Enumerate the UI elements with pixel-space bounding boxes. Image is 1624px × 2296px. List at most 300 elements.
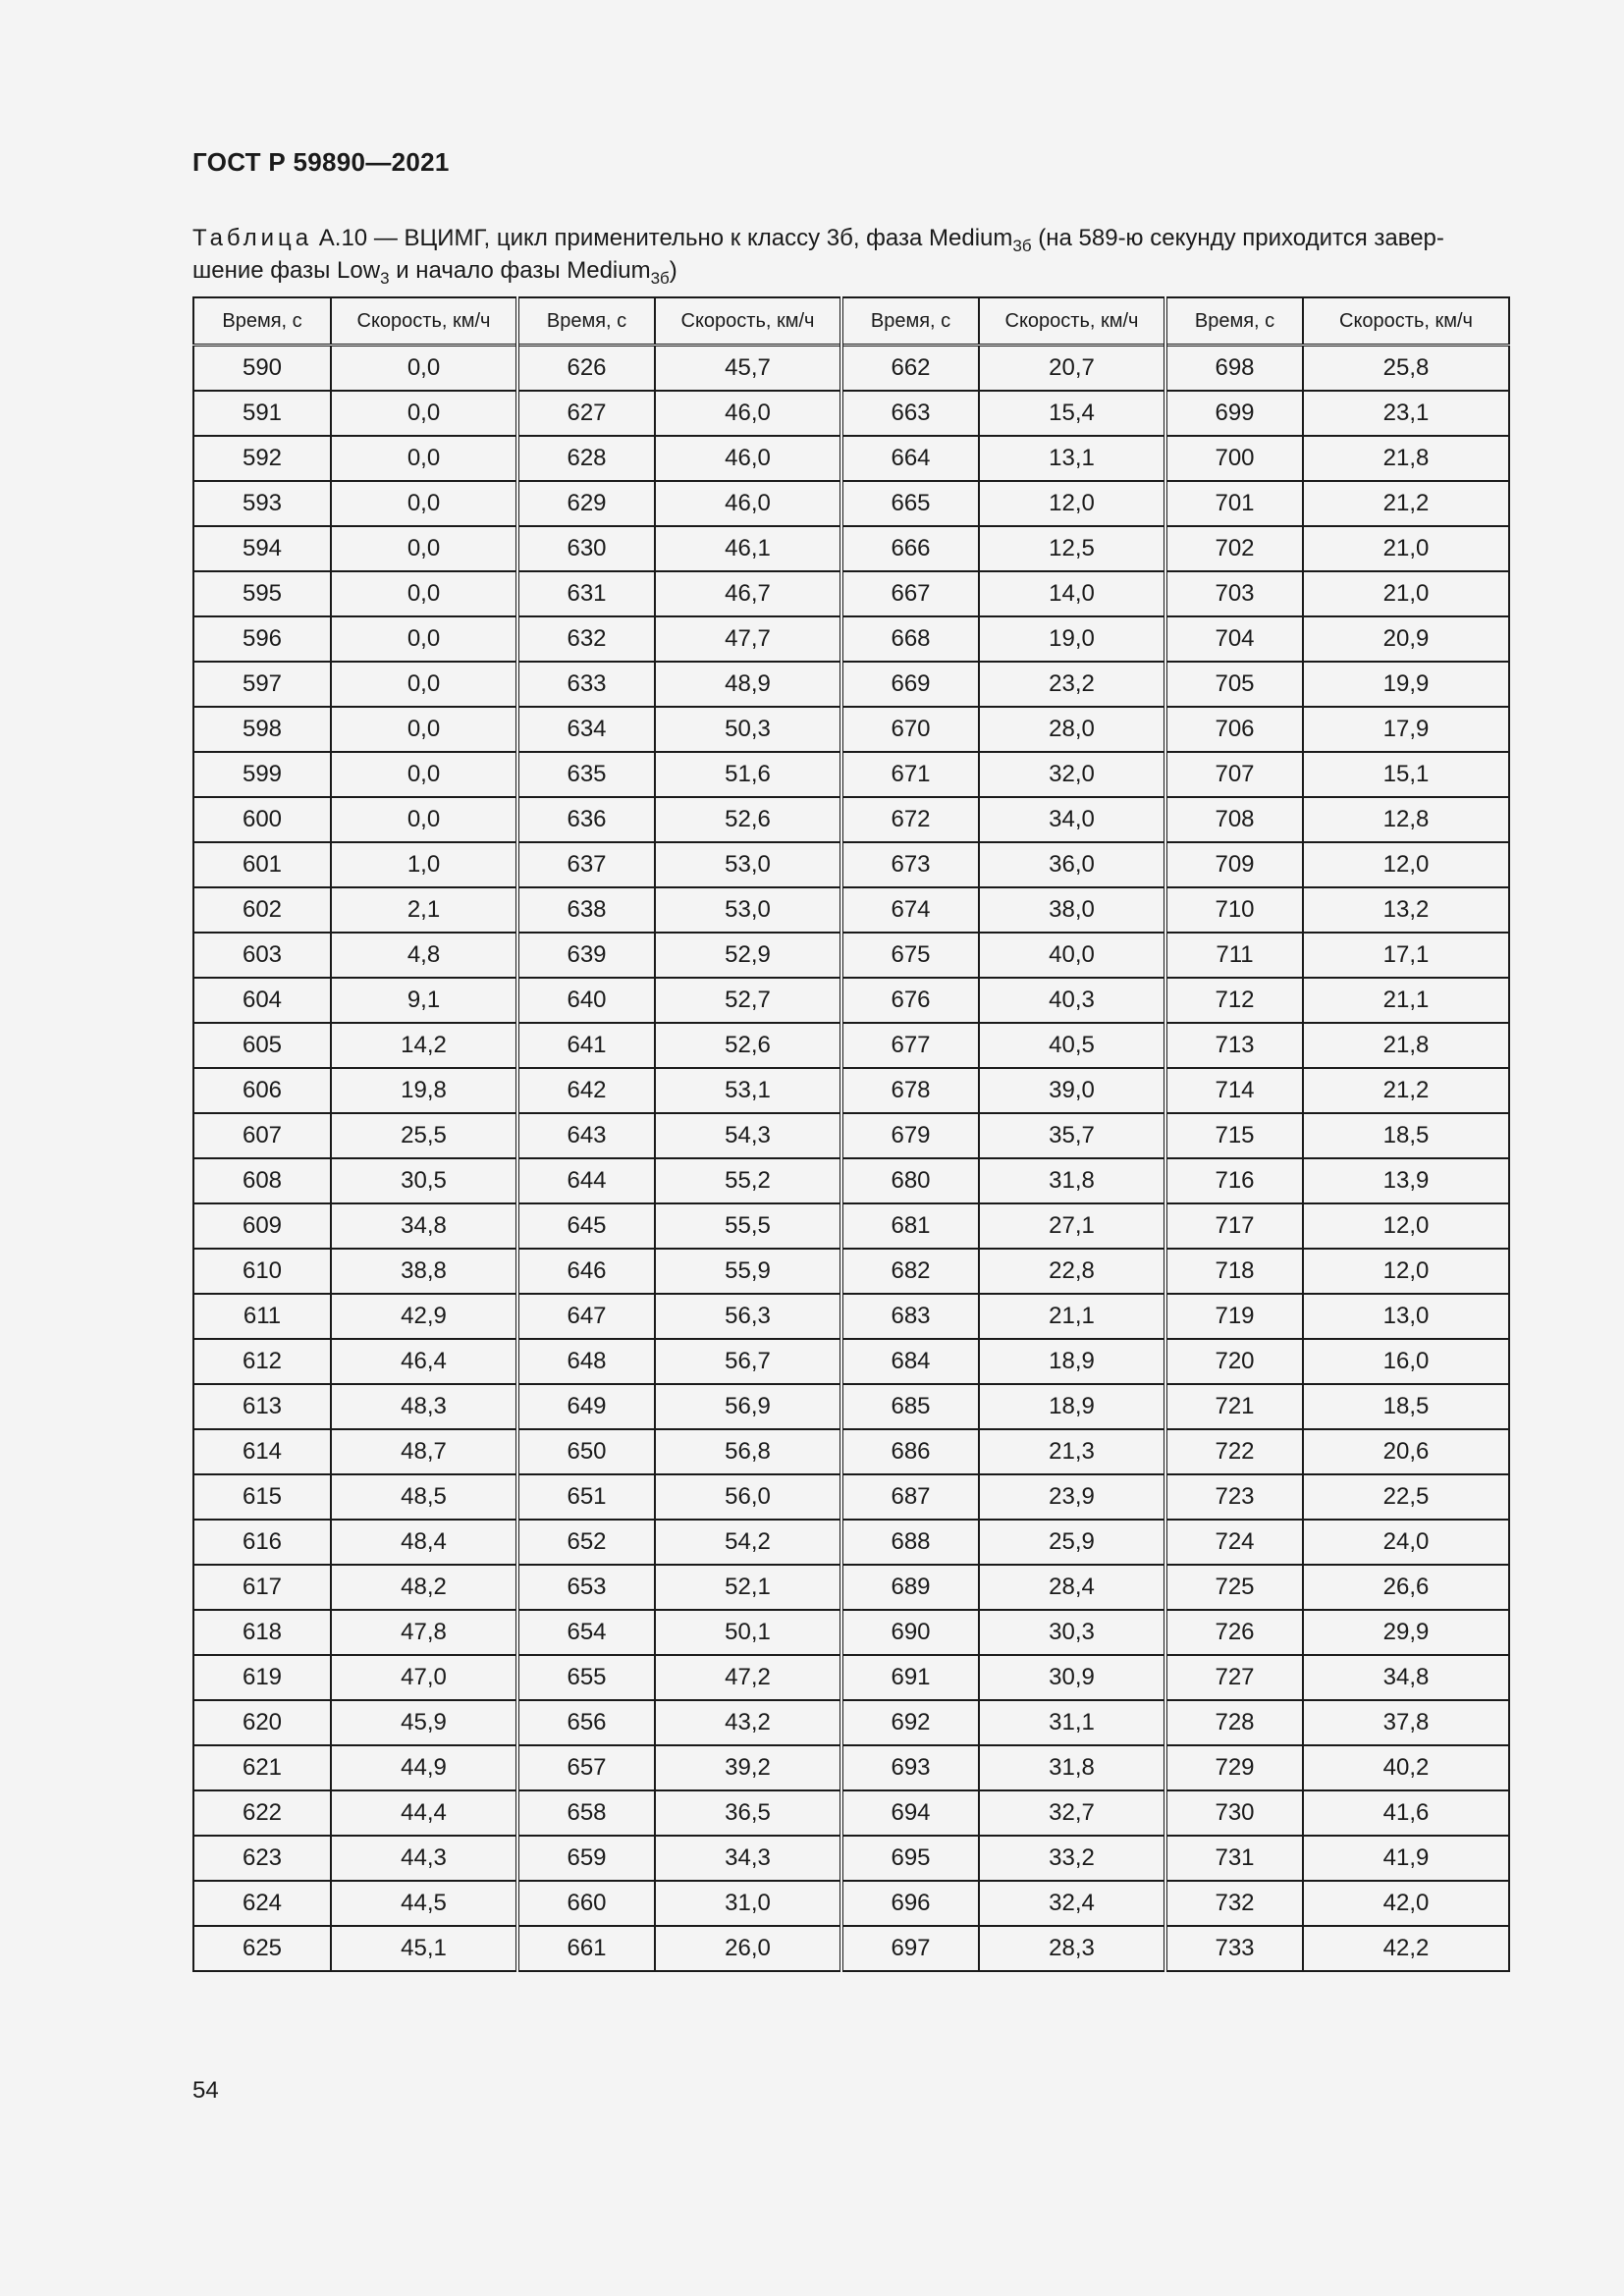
table-row xyxy=(193,1745,1509,1790)
time-cell: 697 xyxy=(841,1926,979,1971)
speed-cell: 47,8 xyxy=(331,1610,517,1655)
time-cell: 729 xyxy=(1165,1745,1303,1790)
table-row xyxy=(193,1610,1509,1655)
time-cell: 700 xyxy=(1165,436,1303,481)
time-cell: 698 xyxy=(1165,346,1303,392)
speed-cell: 56,9 xyxy=(655,1384,841,1429)
speed-cell: 25,9 xyxy=(979,1520,1165,1565)
table-row xyxy=(193,1790,1509,1836)
time-cell: 619 xyxy=(193,1655,331,1700)
speed-cell: 44,3 xyxy=(331,1836,517,1881)
time-cell: 630 xyxy=(517,526,655,571)
speed-cell: 39,0 xyxy=(979,1068,1165,1113)
table-row xyxy=(193,616,1509,662)
time-cell: 669 xyxy=(841,662,979,707)
speed-cell: 0,0 xyxy=(331,752,517,797)
speed-cell: 34,0 xyxy=(979,797,1165,842)
time-cell: 661 xyxy=(517,1926,655,1971)
time-cell: 728 xyxy=(1165,1700,1303,1745)
speed-cell: 0,0 xyxy=(331,571,517,616)
time-cell: 702 xyxy=(1165,526,1303,571)
speed-cell: 56,7 xyxy=(655,1339,841,1384)
time-cell: 679 xyxy=(841,1113,979,1158)
speed-cell: 48,5 xyxy=(331,1474,517,1520)
time-cell: 655 xyxy=(517,1655,655,1700)
time-cell: 601 xyxy=(193,842,331,887)
caption-subscript-2: 3 xyxy=(380,269,390,288)
speed-cell: 48,2 xyxy=(331,1565,517,1610)
speed-cell: 19,0 xyxy=(979,616,1165,662)
table-row xyxy=(193,707,1509,752)
time-cell: 603 xyxy=(193,933,331,978)
speed-cell: 17,1 xyxy=(1303,933,1509,978)
speed-cell: 22,5 xyxy=(1303,1474,1509,1520)
speed-cell: 25,8 xyxy=(1303,346,1509,392)
speed-cell: 21,8 xyxy=(1303,1023,1509,1068)
time-cell: 710 xyxy=(1165,887,1303,933)
table-row xyxy=(193,571,1509,616)
table-row xyxy=(193,797,1509,842)
speed-cell: 56,0 xyxy=(655,1474,841,1520)
time-cell: 653 xyxy=(517,1565,655,1610)
column-header: Скорость, км/ч xyxy=(979,297,1165,346)
time-cell: 673 xyxy=(841,842,979,887)
speed-cell: 35,7 xyxy=(979,1113,1165,1158)
speed-cell: 34,3 xyxy=(655,1836,841,1881)
time-cell: 696 xyxy=(841,1881,979,1926)
speed-cell: 39,2 xyxy=(655,1745,841,1790)
time-cell: 657 xyxy=(517,1745,655,1790)
speed-cell: 0,0 xyxy=(331,436,517,481)
speed-cell: 55,2 xyxy=(655,1158,841,1203)
time-cell: 639 xyxy=(517,933,655,978)
speed-cell: 18,5 xyxy=(1303,1384,1509,1429)
speed-cell: 12,5 xyxy=(979,526,1165,571)
time-cell: 627 xyxy=(517,391,655,436)
time-cell: 724 xyxy=(1165,1520,1303,1565)
table-row xyxy=(193,752,1509,797)
speed-cell: 24,0 xyxy=(1303,1520,1509,1565)
time-cell: 683 xyxy=(841,1294,979,1339)
time-cell: 656 xyxy=(517,1700,655,1745)
table-row xyxy=(193,1158,1509,1203)
time-cell: 618 xyxy=(193,1610,331,1655)
time-cell: 691 xyxy=(841,1655,979,1700)
speed-cell: 54,3 xyxy=(655,1113,841,1158)
speed-cell: 28,0 xyxy=(979,707,1165,752)
speed-cell: 26,6 xyxy=(1303,1565,1509,1610)
speed-cell: 19,8 xyxy=(331,1068,517,1113)
speed-time-table xyxy=(192,296,1510,1972)
speed-cell: 46,7 xyxy=(655,571,841,616)
time-cell: 632 xyxy=(517,616,655,662)
table-row xyxy=(193,933,1509,978)
speed-cell: 13,9 xyxy=(1303,1158,1509,1203)
speed-cell: 45,7 xyxy=(655,346,841,392)
speed-cell: 48,9 xyxy=(655,662,841,707)
time-cell: 733 xyxy=(1165,1926,1303,1971)
time-cell: 732 xyxy=(1165,1881,1303,1926)
time-cell: 717 xyxy=(1165,1203,1303,1249)
speed-cell: 38,0 xyxy=(979,887,1165,933)
speed-cell: 18,9 xyxy=(979,1339,1165,1384)
time-cell: 663 xyxy=(841,391,979,436)
speed-cell: 46,0 xyxy=(655,481,841,526)
time-cell: 730 xyxy=(1165,1790,1303,1836)
speed-cell: 53,0 xyxy=(655,887,841,933)
speed-cell: 12,0 xyxy=(1303,842,1509,887)
speed-cell: 40,5 xyxy=(979,1023,1165,1068)
time-cell: 711 xyxy=(1165,933,1303,978)
speed-cell: 31,0 xyxy=(655,1881,841,1926)
speed-cell: 30,3 xyxy=(979,1610,1165,1655)
time-cell: 633 xyxy=(517,662,655,707)
speed-cell: 46,1 xyxy=(655,526,841,571)
speed-cell: 41,9 xyxy=(1303,1836,1509,1881)
column-header: Скорость, км/ч xyxy=(331,297,517,346)
time-cell: 610 xyxy=(193,1249,331,1294)
speed-cell: 31,8 xyxy=(979,1158,1165,1203)
time-cell: 592 xyxy=(193,436,331,481)
speed-cell: 15,1 xyxy=(1303,752,1509,797)
time-cell: 701 xyxy=(1165,481,1303,526)
time-cell: 631 xyxy=(517,571,655,616)
time-cell: 591 xyxy=(193,391,331,436)
speed-cell: 33,2 xyxy=(979,1836,1165,1881)
table-row xyxy=(193,1113,1509,1158)
speed-cell: 54,2 xyxy=(655,1520,841,1565)
time-cell: 703 xyxy=(1165,571,1303,616)
speed-cell: 52,9 xyxy=(655,933,841,978)
caption-text-5: ) xyxy=(669,257,677,284)
time-cell: 693 xyxy=(841,1745,979,1790)
speed-cell: 31,1 xyxy=(979,1700,1165,1745)
speed-cell: 41,6 xyxy=(1303,1790,1509,1836)
time-cell: 629 xyxy=(517,481,655,526)
speed-cell: 0,0 xyxy=(331,707,517,752)
speed-cell: 21,3 xyxy=(979,1429,1165,1474)
table-row xyxy=(193,887,1509,933)
speed-cell: 21,0 xyxy=(1303,526,1509,571)
time-cell: 600 xyxy=(193,797,331,842)
caption-subscript-3: 3б xyxy=(650,269,670,288)
column-header: Время, с xyxy=(1165,297,1303,346)
speed-cell: 37,8 xyxy=(1303,1700,1509,1745)
time-cell: 593 xyxy=(193,481,331,526)
speed-cell: 21,1 xyxy=(979,1294,1165,1339)
speed-cell: 17,9 xyxy=(1303,707,1509,752)
time-cell: 635 xyxy=(517,752,655,797)
table-caption xyxy=(192,222,1508,287)
time-cell: 641 xyxy=(517,1023,655,1068)
speed-cell: 50,1 xyxy=(655,1610,841,1655)
speed-cell: 32,4 xyxy=(979,1881,1165,1926)
speed-cell: 52,6 xyxy=(655,797,841,842)
speed-cell: 23,2 xyxy=(979,662,1165,707)
time-cell: 727 xyxy=(1165,1655,1303,1700)
time-cell: 636 xyxy=(517,797,655,842)
speed-cell: 36,0 xyxy=(979,842,1165,887)
speed-cell: 13,0 xyxy=(1303,1294,1509,1339)
time-cell: 670 xyxy=(841,707,979,752)
time-cell: 690 xyxy=(841,1610,979,1655)
speed-cell: 23,1 xyxy=(1303,391,1509,436)
time-cell: 608 xyxy=(193,1158,331,1203)
table-row xyxy=(193,1249,1509,1294)
time-cell: 602 xyxy=(193,887,331,933)
time-cell: 694 xyxy=(841,1790,979,1836)
time-cell: 599 xyxy=(193,752,331,797)
time-cell: 596 xyxy=(193,616,331,662)
speed-cell: 40,3 xyxy=(979,978,1165,1023)
table-row xyxy=(193,1700,1509,1745)
time-cell: 723 xyxy=(1165,1474,1303,1520)
time-cell: 607 xyxy=(193,1113,331,1158)
time-cell: 720 xyxy=(1165,1339,1303,1384)
table-row xyxy=(193,1655,1509,1700)
time-cell: 726 xyxy=(1165,1610,1303,1655)
column-header: Время, с xyxy=(193,297,331,346)
column-header: Время, с xyxy=(517,297,655,346)
table-row xyxy=(193,481,1509,526)
time-cell: 620 xyxy=(193,1700,331,1745)
speed-cell: 0,0 xyxy=(331,481,517,526)
table-row xyxy=(193,436,1509,481)
speed-cell: 52,1 xyxy=(655,1565,841,1610)
time-cell: 638 xyxy=(517,887,655,933)
time-cell: 652 xyxy=(517,1520,655,1565)
time-cell: 615 xyxy=(193,1474,331,1520)
caption-text-4: и начало фазы Medium xyxy=(389,257,651,284)
caption-text-2: (на 589-ю секунду приходится завер- xyxy=(1031,225,1444,251)
speed-cell: 30,5 xyxy=(331,1158,517,1203)
time-cell: 649 xyxy=(517,1384,655,1429)
time-cell: 617 xyxy=(193,1565,331,1610)
speed-cell: 51,6 xyxy=(655,752,841,797)
speed-cell: 23,9 xyxy=(979,1474,1165,1520)
time-cell: 681 xyxy=(841,1203,979,1249)
speed-cell: 15,4 xyxy=(979,391,1165,436)
time-cell: 715 xyxy=(1165,1113,1303,1158)
speed-cell: 47,2 xyxy=(655,1655,841,1700)
time-cell: 625 xyxy=(193,1926,331,1971)
time-cell: 659 xyxy=(517,1836,655,1881)
time-cell: 678 xyxy=(841,1068,979,1113)
table-row xyxy=(193,1294,1509,1339)
time-cell: 626 xyxy=(517,346,655,392)
speed-cell: 0,0 xyxy=(331,662,517,707)
speed-cell: 9,1 xyxy=(331,978,517,1023)
speed-cell: 12,0 xyxy=(1303,1203,1509,1249)
table-row xyxy=(193,1836,1509,1881)
column-header: Скорость, км/ч xyxy=(655,297,841,346)
speed-cell: 48,3 xyxy=(331,1384,517,1429)
speed-cell: 28,4 xyxy=(979,1565,1165,1610)
speed-cell: 44,5 xyxy=(331,1881,517,1926)
time-cell: 623 xyxy=(193,1836,331,1881)
speed-cell: 52,7 xyxy=(655,978,841,1023)
speed-cell: 50,3 xyxy=(655,707,841,752)
time-cell: 665 xyxy=(841,481,979,526)
speed-cell: 25,5 xyxy=(331,1113,517,1158)
time-cell: 597 xyxy=(193,662,331,707)
speed-cell: 29,9 xyxy=(1303,1610,1509,1655)
time-cell: 644 xyxy=(517,1158,655,1203)
speed-cell: 20,6 xyxy=(1303,1429,1509,1474)
time-cell: 719 xyxy=(1165,1294,1303,1339)
speed-cell: 30,9 xyxy=(979,1655,1165,1700)
time-cell: 704 xyxy=(1165,616,1303,662)
speed-cell: 27,1 xyxy=(979,1203,1165,1249)
time-cell: 662 xyxy=(841,346,979,392)
time-cell: 654 xyxy=(517,1610,655,1655)
speed-cell: 0,0 xyxy=(331,391,517,436)
time-cell: 677 xyxy=(841,1023,979,1068)
time-cell: 685 xyxy=(841,1384,979,1429)
column-header: Скорость, км/ч xyxy=(1303,297,1509,346)
time-cell: 605 xyxy=(193,1023,331,1068)
time-cell: 722 xyxy=(1165,1429,1303,1474)
time-cell: 709 xyxy=(1165,842,1303,887)
caption-text-1: А.10 — ВЦИМГ, цикл применительно к классу 3б, фаза Medium xyxy=(318,225,1013,251)
time-cell: 692 xyxy=(841,1700,979,1745)
speed-cell: 13,1 xyxy=(979,436,1165,481)
speed-cell: 18,9 xyxy=(979,1384,1165,1429)
speed-cell: 40,0 xyxy=(979,933,1165,978)
time-cell: 628 xyxy=(517,436,655,481)
speed-cell: 21,1 xyxy=(1303,978,1509,1023)
time-cell: 666 xyxy=(841,526,979,571)
table-row xyxy=(193,1565,1509,1610)
time-cell: 650 xyxy=(517,1429,655,1474)
speed-cell: 47,7 xyxy=(655,616,841,662)
speed-cell: 32,0 xyxy=(979,752,1165,797)
time-cell: 614 xyxy=(193,1429,331,1474)
time-cell: 675 xyxy=(841,933,979,978)
time-cell: 708 xyxy=(1165,797,1303,842)
time-cell: 645 xyxy=(517,1203,655,1249)
speed-cell: 21,0 xyxy=(1303,571,1509,616)
speed-cell: 47,0 xyxy=(331,1655,517,1700)
time-cell: 664 xyxy=(841,436,979,481)
table-row xyxy=(193,1068,1509,1113)
time-cell: 613 xyxy=(193,1384,331,1429)
time-cell: 646 xyxy=(517,1249,655,1294)
time-cell: 682 xyxy=(841,1249,979,1294)
caption-label: Таблица xyxy=(192,225,313,251)
table-row xyxy=(193,978,1509,1023)
speed-cell: 12,0 xyxy=(1303,1249,1509,1294)
speed-cell: 48,4 xyxy=(331,1520,517,1565)
speed-cell: 46,0 xyxy=(655,391,841,436)
speed-cell: 21,2 xyxy=(1303,481,1509,526)
caption-text-3: шение фазы Low xyxy=(192,257,381,284)
speed-cell: 22,8 xyxy=(979,1249,1165,1294)
time-cell: 713 xyxy=(1165,1023,1303,1068)
caption-subscript-1: 3б xyxy=(1012,237,1032,255)
speed-cell: 0,0 xyxy=(331,526,517,571)
speed-cell: 4,8 xyxy=(331,933,517,978)
time-cell: 705 xyxy=(1165,662,1303,707)
table-row xyxy=(193,346,1509,392)
speed-cell: 20,7 xyxy=(979,346,1165,392)
speed-cell: 32,7 xyxy=(979,1790,1165,1836)
time-cell: 648 xyxy=(517,1339,655,1384)
speed-cell: 19,9 xyxy=(1303,662,1509,707)
speed-cell: 55,5 xyxy=(655,1203,841,1249)
time-cell: 674 xyxy=(841,887,979,933)
speed-cell: 12,8 xyxy=(1303,797,1509,842)
time-cell: 695 xyxy=(841,1836,979,1881)
time-cell: 667 xyxy=(841,571,979,616)
speed-cell: 0,0 xyxy=(331,616,517,662)
time-cell: 604 xyxy=(193,978,331,1023)
time-cell: 672 xyxy=(841,797,979,842)
speed-cell: 14,0 xyxy=(979,571,1165,616)
speed-cell: 20,9 xyxy=(1303,616,1509,662)
speed-cell: 53,1 xyxy=(655,1068,841,1113)
time-cell: 714 xyxy=(1165,1068,1303,1113)
time-cell: 680 xyxy=(841,1158,979,1203)
time-cell: 643 xyxy=(517,1113,655,1158)
time-cell: 624 xyxy=(193,1881,331,1926)
time-cell: 642 xyxy=(517,1068,655,1113)
time-cell: 660 xyxy=(517,1881,655,1926)
speed-cell: 55,9 xyxy=(655,1249,841,1294)
speed-cell: 53,0 xyxy=(655,842,841,887)
table-row xyxy=(193,1384,1509,1429)
time-cell: 707 xyxy=(1165,752,1303,797)
table-row xyxy=(193,1339,1509,1384)
speed-cell: 0,0 xyxy=(331,797,517,842)
speed-cell: 16,0 xyxy=(1303,1339,1509,1384)
time-cell: 651 xyxy=(517,1474,655,1520)
speed-cell: 42,9 xyxy=(331,1294,517,1339)
table-row xyxy=(193,391,1509,436)
speed-cell: 26,0 xyxy=(655,1926,841,1971)
table-row xyxy=(193,526,1509,571)
speed-cell: 14,2 xyxy=(331,1023,517,1068)
speed-cell: 44,4 xyxy=(331,1790,517,1836)
speed-cell: 56,8 xyxy=(655,1429,841,1474)
table-row xyxy=(193,1023,1509,1068)
time-cell: 622 xyxy=(193,1790,331,1836)
table-row xyxy=(193,1429,1509,1474)
time-cell: 598 xyxy=(193,707,331,752)
speed-cell: 52,6 xyxy=(655,1023,841,1068)
table-row xyxy=(193,1474,1509,1520)
speed-cell: 45,9 xyxy=(331,1700,517,1745)
time-cell: 687 xyxy=(841,1474,979,1520)
time-cell: 621 xyxy=(193,1745,331,1790)
speed-cell: 28,3 xyxy=(979,1926,1165,1971)
time-cell: 725 xyxy=(1165,1565,1303,1610)
time-cell: 611 xyxy=(193,1294,331,1339)
time-cell: 671 xyxy=(841,752,979,797)
speed-cell: 56,3 xyxy=(655,1294,841,1339)
table-row xyxy=(193,1520,1509,1565)
speed-cell: 44,9 xyxy=(331,1745,517,1790)
speed-cell: 48,7 xyxy=(331,1429,517,1474)
document-code: ГОСТ Р 59890—2021 xyxy=(192,147,450,177)
time-cell: 684 xyxy=(841,1339,979,1384)
time-cell: 640 xyxy=(517,978,655,1023)
speed-cell: 31,8 xyxy=(979,1745,1165,1790)
speed-cell: 18,5 xyxy=(1303,1113,1509,1158)
time-cell: 712 xyxy=(1165,978,1303,1023)
time-cell: 594 xyxy=(193,526,331,571)
time-cell: 658 xyxy=(517,1790,655,1836)
